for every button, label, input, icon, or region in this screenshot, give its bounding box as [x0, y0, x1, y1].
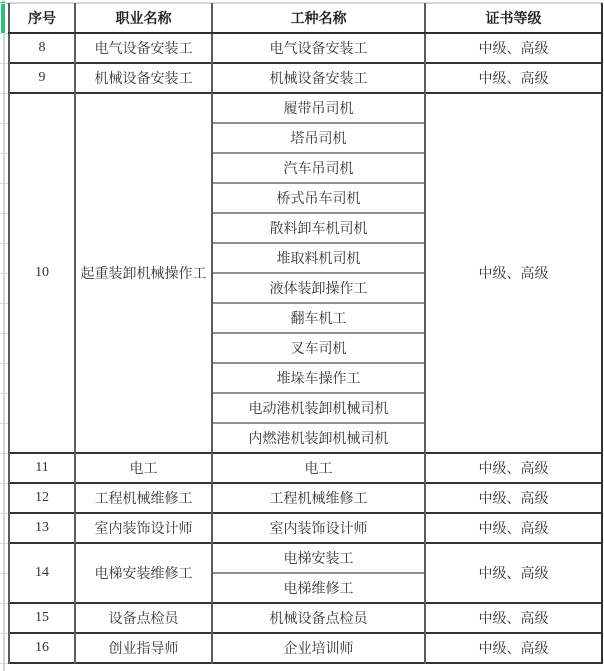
- cert-cell: 中级、高级: [425, 633, 602, 663]
- seq-cell: 10: [9, 93, 75, 453]
- occupation-cell: 设备点检员: [75, 603, 212, 633]
- occupation-cell: 创业指导师: [75, 633, 212, 663]
- trade-cell: 工程机械维修工: [212, 483, 425, 513]
- cert-cell: 中级、高级: [425, 63, 602, 93]
- table-row: [9, 93, 602, 123]
- row-gridline-tick: [0, 603, 8, 604]
- row-gridline-tick: [0, 573, 8, 574]
- row-gridline-tick: [0, 333, 8, 334]
- trade-cell: 电气设备安装工: [212, 33, 425, 63]
- row-gridline-tick: [0, 303, 8, 304]
- header-cell-trade: 工种名称: [212, 4, 425, 34]
- occupation-cell: 电气设备安装工: [75, 33, 212, 63]
- cert-cell: 中级、高级: [425, 543, 602, 603]
- trade-cell: 翻车机工: [212, 303, 425, 333]
- seq-cell: 15: [9, 603, 75, 633]
- trade-cell: 堆取料机司机: [212, 243, 425, 273]
- seq-cell: 16: [9, 633, 75, 663]
- cert-cell: 中级、高级: [425, 93, 602, 453]
- trade-cell: 叉车司机: [212, 333, 425, 363]
- row-gridline-tick: [0, 153, 8, 154]
- trade-cell: 机械设备点检员: [212, 603, 425, 633]
- cert-cell: 中级、高级: [425, 33, 602, 63]
- row-gridline-tick: [0, 393, 8, 394]
- row-gridline-tick: [0, 513, 8, 514]
- row-gridline-tick: [0, 423, 8, 424]
- left-gridline: [3, 0, 5, 671]
- row-gridline-tick: [0, 243, 8, 244]
- header-row: [9, 4, 602, 34]
- certification-table: [8, 3, 603, 664]
- occupation-cell: 电工: [75, 453, 212, 483]
- header-cell-occupation: 职业名称: [75, 4, 212, 34]
- trade-cell: 散料卸车机司机: [212, 213, 425, 243]
- occupation-cell: 工程机械维修工: [75, 483, 212, 513]
- table-row: [9, 483, 602, 513]
- cert-cell: 中级、高级: [425, 603, 602, 633]
- trade-cell: 电梯安装工: [212, 543, 425, 573]
- header-cell-seq: 序号: [9, 4, 75, 34]
- table-row: [9, 603, 602, 633]
- row-gridline-tick: [0, 663, 8, 664]
- header-cell-cert: 证书等级: [425, 4, 602, 34]
- row-gridline-tick: [0, 123, 8, 124]
- trade-cell: 电动港机装卸机械司机: [212, 393, 425, 423]
- trade-cell: 液体装卸操作工: [212, 273, 425, 303]
- row-gridline-tick: [0, 543, 8, 544]
- seq-cell: 8: [9, 33, 75, 63]
- table-row: [9, 543, 602, 573]
- occupation-cell: 起重装卸机械操作工: [75, 93, 212, 453]
- seq-cell: 11: [9, 453, 75, 483]
- row-gridline-tick: [0, 33, 8, 34]
- trade-cell: 电工: [212, 453, 425, 483]
- trade-cell: 室内装饰设计师: [212, 513, 425, 543]
- table-row: [9, 63, 602, 93]
- row-gridline-tick: [0, 633, 8, 634]
- trade-cell: 企业培训师: [212, 633, 425, 663]
- row-gridline-tick: [0, 213, 8, 214]
- trade-cell: 机械设备安装工: [212, 63, 425, 93]
- seq-cell: 12: [9, 483, 75, 513]
- table-row: [9, 513, 602, 543]
- row-gridline-tick: [0, 483, 8, 484]
- trade-cell: 汽车吊司机: [212, 153, 425, 183]
- row-gridline-tick: [0, 273, 8, 274]
- cert-cell: 中级、高级: [425, 513, 602, 543]
- row-gridline-tick: [0, 183, 8, 184]
- seq-cell: 13: [9, 513, 75, 543]
- trade-cell: 履带吊司机: [212, 93, 425, 123]
- row-gridline-tick: [0, 93, 8, 94]
- trade-cell: 桥式吊车司机: [212, 183, 425, 213]
- seq-cell: 14: [9, 543, 75, 603]
- row-gridline-tick: [0, 363, 8, 364]
- cert-cell: 中级、高级: [425, 483, 602, 513]
- occupation-cell: 机械设备安装工: [75, 63, 212, 93]
- table-row: [9, 33, 602, 63]
- trade-cell: 电梯维修工: [212, 573, 425, 603]
- table-row: [9, 453, 602, 483]
- trade-cell: 堆垛车操作工: [212, 363, 425, 393]
- trade-cell: 塔吊司机: [212, 123, 425, 153]
- seq-cell: 9: [9, 63, 75, 93]
- row-gridline-tick: [0, 453, 8, 454]
- occupation-cell: 电梯安装维修工: [75, 543, 212, 603]
- row-gridline-tick: [0, 3, 8, 4]
- row-gridline-tick: [0, 63, 8, 64]
- table-row: [9, 633, 602, 663]
- occupation-cell: 室内装饰设计师: [75, 513, 212, 543]
- cert-cell: 中级、高级: [425, 453, 602, 483]
- trade-cell: 内燃港机装卸机械司机: [212, 423, 425, 453]
- selection-accent-bar: [1, 2, 5, 33]
